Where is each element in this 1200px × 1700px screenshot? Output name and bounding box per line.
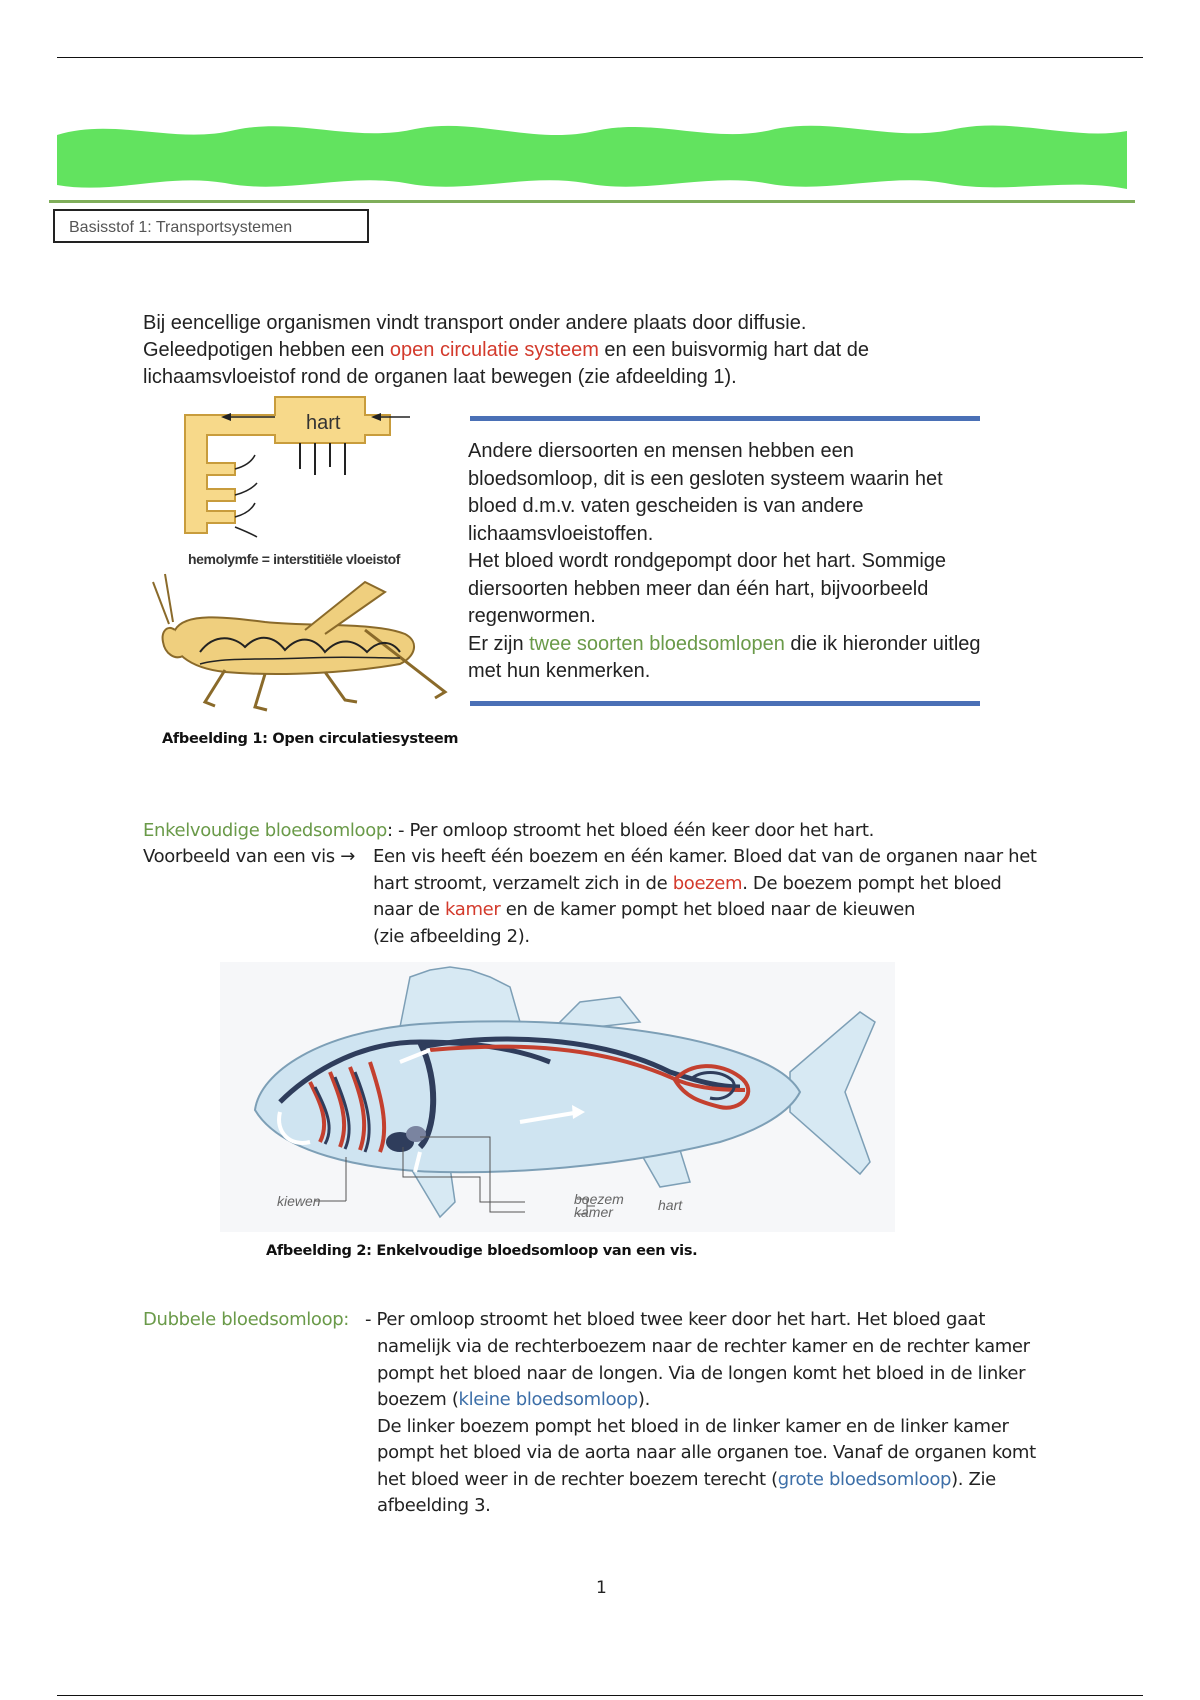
enkel-ex-line-3: naar de kamer en de kamer pompt het bloed naar de kieuwen — [373, 899, 916, 920]
enkel-ex-line-1: Een vis heeft één boezem en één kamer. Bloed dat van de organen naar het — [373, 846, 1037, 867]
enkel-ex-line-4: (zie afbeelding 2). — [373, 925, 530, 947]
fish-hart-label: hart — [658, 1197, 683, 1213]
open-circulatie-term: open circulatie systeem — [389, 339, 599, 361]
fish-kiewen-label: kiewen — [277, 1193, 321, 1209]
enkel-heading-line: Enkelvoudige bloedsomloop: - Per omloop stroomt het bloed één keer door het hart. — [143, 820, 874, 841]
aside-text-block — [468, 438, 983, 686]
figure1-heart-diagram — [175, 393, 425, 543]
bottom-rule — [57, 1695, 1143, 1696]
page-number: 1 — [596, 1578, 607, 1598]
figure1-caption: Afbeelding 1: Open circulatiesysteem — [162, 731, 459, 747]
dubbel-line-8: afbeelding 3. — [377, 1495, 491, 1516]
fish-circulation-diagram — [220, 962, 895, 1232]
intro-line-3: lichaamsvloeistof rond de organen laat bewegen (zie afdeelding 1). — [143, 366, 737, 388]
fish-kamer-label: kamer — [574, 1204, 613, 1220]
figure1-hemolymfe-label: hemolymfe = interstitiële vloeistof — [188, 551, 401, 567]
dubbel-first-line: - Per omloop stroomt het bloed twee keer door het hart. Het bloed gaat — [365, 1309, 986, 1330]
title-highlight — [55, 115, 1130, 195]
intro-line-1: Bij eencellige organismen vindt transport onder andere plaats door diffusie. — [143, 312, 807, 334]
kamer-term: kamer — [445, 899, 501, 920]
enkel-example-text — [373, 844, 1073, 950]
aside-text-3: Er zijn twee soorten bloedsomlopen die ik hieronder uitleg met hun kenmerken. — [468, 632, 981, 682]
enkel-ex-line-2: hart stroomt, verzamelt zich in de boezem. De boezem pompt het bloed — [373, 872, 1002, 894]
dubbel-line-7: het bloed weer in de rechter boezem terecht (grote bloedsomloop). Zie — [377, 1468, 996, 1490]
fish-boezem-label: boezem — [574, 1191, 624, 1207]
aside-rule-bottom — [470, 701, 980, 706]
aside-text-2: Het bloed wordt rondgepompt door het hart. Sommige diersoorten hebben meer dan één hart, bijvoorbeeld regenwormen. — [468, 550, 947, 627]
figure1-hart-label: hart — [306, 412, 341, 434]
dubbel-line-5: De linker boezem pompt het bloed in de linker kamer en de linker kamer — [377, 1415, 1009, 1437]
dubbel-line-6: pompt het bloed via de aorta naar alle organen toe. Vanaf de organen komt — [377, 1442, 1036, 1463]
top-rule — [57, 57, 1143, 58]
section-label-box: Basisstof 1: Transportsystemen — [53, 209, 369, 243]
grasshopper-illustration — [145, 572, 450, 722]
dubbel-term — [143, 1307, 349, 1334]
boezem-term: boezem — [672, 872, 743, 894]
figure2-caption: Afbeelding 2: Enkelvoudige bloedsomloop van een vis. — [266, 1243, 698, 1259]
enkel-example-label: Voorbeeld van een vis → — [143, 846, 355, 867]
kleine-bloedsomloop-term: kleine bloedsomloop — [458, 1389, 638, 1410]
twee-soorten-term: twee soorten bloedsomlopen — [529, 632, 785, 655]
dubbel-line-2: namelijk via de rechterboezem naar de rechter kamer en de rechter kamer — [377, 1336, 1030, 1357]
intro-paragraph — [143, 310, 1003, 391]
aside-rule-top — [470, 416, 980, 421]
dubbel-term-text: Dubbele bloedsomloop: — [143, 1309, 350, 1330]
grote-bloedsomloop-term: grote bloedsomloop — [777, 1468, 952, 1490]
aside-text-1: Andere diersoorten en mensen hebben een bloedsomloop, dit is een gesloten systeem waarin het bloed d.m.v. vaten gescheiden is van andere lichaamsvloeistoffen. — [468, 440, 943, 545]
title-underline — [49, 200, 1135, 203]
enkel-term: Enkelvoudige bloedsomloop — [143, 820, 387, 841]
intro-line-2: Geleedpotigen hebben een open circulatie systeem en een buisvormig hart dat de — [143, 339, 870, 361]
dubbel-line-3: pompt het bloed naar de longen. Via de longen komt het bloed in de linker — [377, 1362, 1026, 1384]
dubbel-line-4: boezem (kleine bloedsomloop). — [377, 1389, 650, 1410]
dubbel-paragraph — [377, 1334, 1097, 1520]
